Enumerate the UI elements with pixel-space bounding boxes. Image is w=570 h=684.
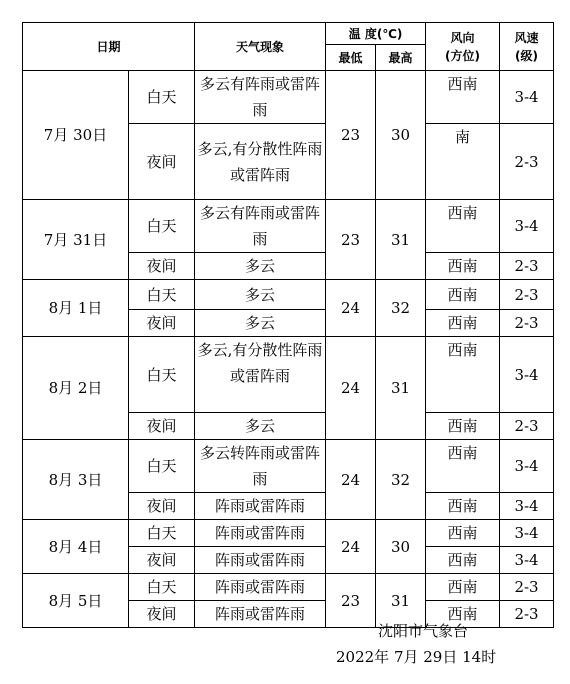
weather-cell: 多云	[195, 253, 326, 280]
temp-min-cell: 24	[326, 440, 376, 520]
period-day: 白天	[129, 200, 195, 253]
weather-cell: 多云有阵雨或雷阵雨	[195, 71, 326, 124]
weather-cell: 多云转阵雨或雷阵雨	[195, 440, 326, 493]
issuing-organization: 沈阳市气象台	[378, 622, 469, 640]
temp-min-cell: 24	[326, 337, 376, 440]
temp-max-cell: 31	[376, 574, 426, 628]
weather-cell: 多云	[195, 310, 326, 337]
date-cell: 7月 31日	[23, 200, 129, 280]
period-night: 夜间	[129, 124, 195, 200]
weather-forecast-table	[22, 22, 554, 628]
wind-direction-cell: 西南	[426, 71, 500, 124]
weather-cell: 多云,有分散性阵雨或雷阵雨	[195, 124, 326, 200]
wind-speed-cell: 3-4	[500, 337, 554, 413]
temp-max-cell: 32	[376, 440, 426, 520]
period-night: 夜间	[129, 253, 195, 280]
wind-speed-cell: 2-3	[500, 280, 554, 310]
wind-direction-cell: 南	[426, 124, 500, 200]
header-temperature: 温 度(℃)	[326, 23, 426, 45]
header-wind-speed: 风速 (级)	[500, 23, 554, 71]
issue-timestamp: 2022年 7月 29日 14时	[336, 648, 497, 666]
temp-max-cell: 31	[376, 200, 426, 280]
temp-max-cell: 32	[376, 280, 426, 337]
weather-cell: 阵雨或雷阵雨	[195, 493, 326, 520]
wind-direction-cell: 西南	[426, 440, 500, 493]
wind-speed-cell: 3-4	[500, 440, 554, 493]
period-night: 夜间	[129, 413, 195, 440]
temp-min-cell: 24	[326, 280, 376, 337]
temp-min-cell: 23	[326, 574, 376, 628]
wind-direction-cell: 西南	[426, 253, 500, 280]
temp-min-cell: 23	[326, 71, 376, 200]
weather-cell: 阵雨或雷阵雨	[195, 601, 326, 628]
wind-speed-cell: 2-3	[500, 413, 554, 440]
weather-cell: 阵雨或雷阵雨	[195, 547, 326, 574]
header-date: 日期	[23, 23, 195, 71]
wind-speed-cell: 3-4	[500, 200, 554, 253]
header-temp-min: 最低	[326, 45, 376, 71]
wind-direction-cell: 西南	[426, 413, 500, 440]
weather-cell: 多云	[195, 413, 326, 440]
header-temp-max: 最高	[376, 45, 426, 71]
wind-speed-cell: 3-4	[500, 71, 554, 124]
period-day: 白天	[129, 71, 195, 124]
wind-speed-cell: 3-4	[500, 493, 554, 520]
weather-cell: 阵雨或雷阵雨	[195, 520, 326, 547]
period-night: 夜间	[129, 601, 195, 628]
wind-direction-cell: 西南	[426, 520, 500, 547]
period-day: 白天	[129, 520, 195, 547]
temp-max-cell: 31	[376, 337, 426, 440]
period-night: 夜间	[129, 547, 195, 574]
period-day: 白天	[129, 337, 195, 413]
wind-direction-cell: 西南	[426, 280, 500, 310]
weather-cell: 多云	[195, 280, 326, 310]
period-night: 夜间	[129, 493, 195, 520]
wind-speed-cell: 2-3	[500, 310, 554, 337]
wind-direction-cell: 西南	[426, 493, 500, 520]
date-cell: 8月 3日	[23, 440, 129, 520]
temp-max-cell: 30	[376, 520, 426, 574]
wind-speed-cell: 2-3	[500, 124, 554, 200]
wind-direction-cell: 西南	[426, 601, 500, 628]
date-cell: 8月 4日	[23, 520, 129, 574]
period-day: 白天	[129, 280, 195, 310]
temp-min-cell: 23	[326, 200, 376, 280]
temp-min-cell: 24	[326, 520, 376, 574]
wind-speed-cell: 2-3	[500, 253, 554, 280]
period-day: 白天	[129, 574, 195, 601]
wind-direction-cell: 西南	[426, 337, 500, 413]
date-cell: 7月 30日	[23, 71, 129, 200]
wind-direction-cell: 西南	[426, 200, 500, 253]
wind-speed-cell: 2-3	[500, 574, 554, 601]
wind-speed-cell: 3-4	[500, 520, 554, 547]
period-day: 白天	[129, 440, 195, 493]
wind-speed-cell: 3-4	[500, 547, 554, 574]
date-cell: 8月 5日	[23, 574, 129, 628]
wind-direction-cell: 西南	[426, 310, 500, 337]
temp-max-cell: 30	[376, 71, 426, 200]
header-wind-direction: 风向 (方位)	[426, 23, 500, 71]
date-cell: 8月 2日	[23, 337, 129, 440]
wind-direction-cell: 西南	[426, 547, 500, 574]
date-cell: 8月 1日	[23, 280, 129, 337]
header-phenomenon: 天气现象	[195, 23, 326, 71]
weather-cell: 阵雨或雷阵雨	[195, 574, 326, 601]
wind-speed-cell: 2-3	[500, 601, 554, 628]
weather-cell: 多云,有分散性阵雨或雷阵雨	[195, 337, 326, 413]
wind-direction-cell: 西南	[426, 574, 500, 601]
weather-cell: 多云有阵雨或雷阵雨	[195, 200, 326, 253]
period-night: 夜间	[129, 310, 195, 337]
